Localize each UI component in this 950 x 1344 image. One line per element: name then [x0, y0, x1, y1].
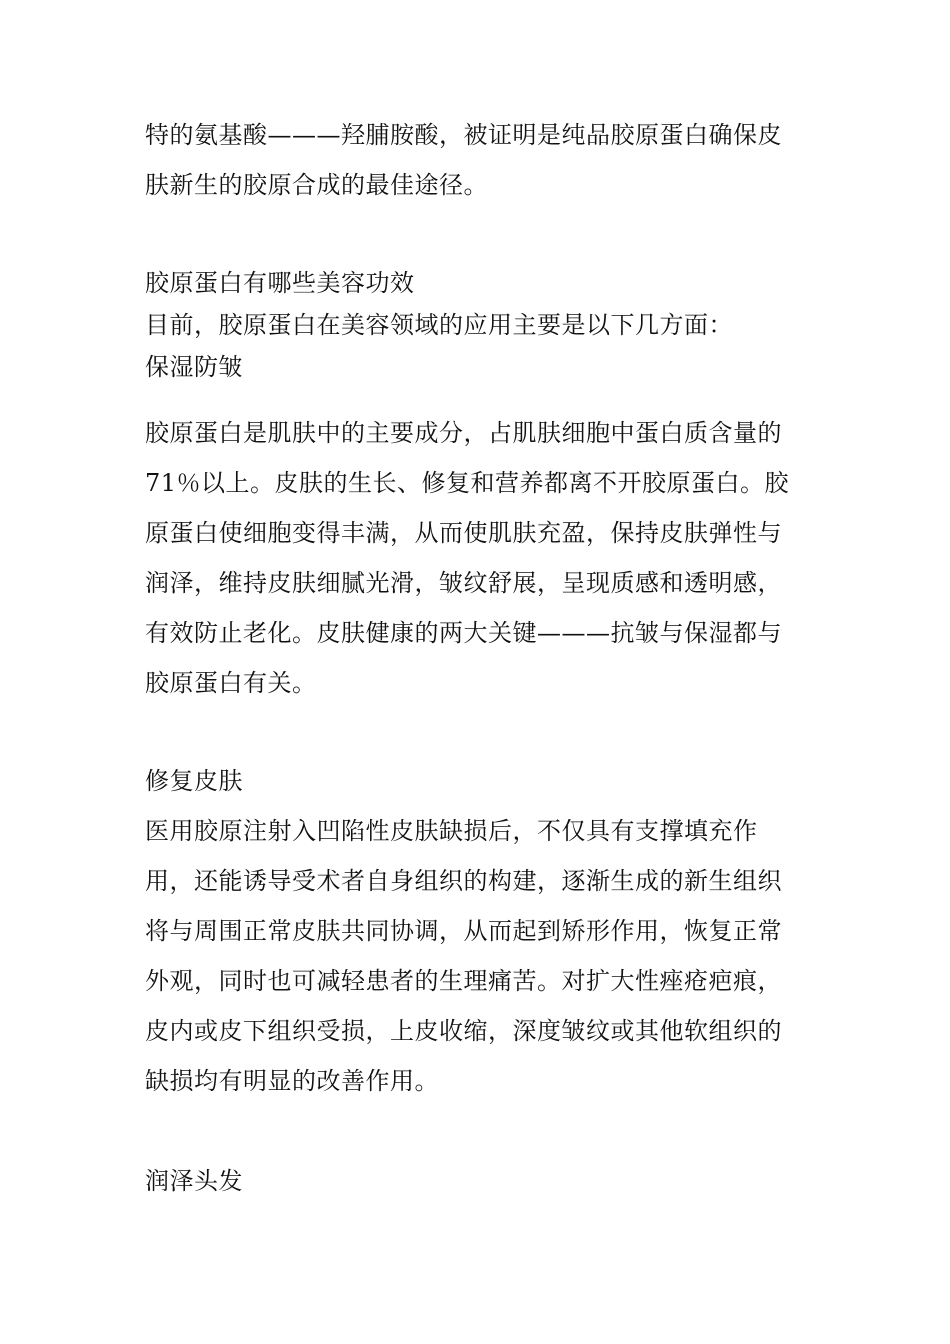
section-effects [145, 262, 815, 388]
section-heading: 润泽头发 [145, 1167, 243, 1195]
section-heading: 保湿防皱 [145, 353, 243, 381]
section-heading: 修复皮肤 [145, 767, 243, 795]
text-line: 目前，胶原蛋白在美容领域的应用主要是以下几方面： [145, 311, 733, 339]
text-line: 胶原蛋白有关。 [145, 669, 317, 697]
section-heading: 胶原蛋白有哪些美容功效 [145, 269, 415, 297]
text-line: 皮内或皮下组织受损，上皮收缩，深度皱纹或其他软组织的 [145, 1017, 782, 1045]
moisture-paragraph [145, 408, 815, 708]
text-line: 医用胶原注射入凹陷性皮肤缺损后，不仅具有支撑填充作 [145, 817, 758, 845]
text-line: 润泽，维持皮肤细腻光滑，皱纹舒展，呈现质感和透明感， [145, 569, 782, 597]
text-line: 用，还能诱导受术者自身组织的构建，逐渐生成的新生组织 [145, 867, 782, 895]
intro-paragraph [145, 110, 815, 210]
text-line: 71％以上。皮肤的生长、修复和营养都离不开胶原蛋白。胶 [145, 469, 790, 497]
text-line: 肤新生的胶原合成的最佳途径。 [145, 171, 488, 199]
heading-repair-block [145, 756, 815, 806]
text-line: 特的氨基酸———羟脯胺酸，被证明是纯品胶原蛋白确保皮 [145, 121, 782, 149]
heading-hair-block [145, 1156, 815, 1206]
text-line: 外观，同时也可减轻患者的生理痛苦。对扩大性痤疮疤痕， [145, 967, 782, 995]
repair-paragraph [145, 806, 815, 1106]
text-line: 缺损均有明显的改善作用。 [145, 1067, 439, 1095]
text-line: 胶原蛋白是肌肤中的主要成分，占肌肤细胞中蛋白质含量的 [145, 419, 782, 447]
text-line: 将与周围正常皮肤共同协调，从而起到矫形作用，恢复正常 [145, 917, 782, 945]
text-line: 原蛋白使细胞变得丰满，从而使肌肤充盈，保持皮肤弹性与 [145, 519, 782, 547]
text-line: 有效防止老化。皮肤健康的两大关键———抗皱与保湿都与 [145, 619, 782, 647]
